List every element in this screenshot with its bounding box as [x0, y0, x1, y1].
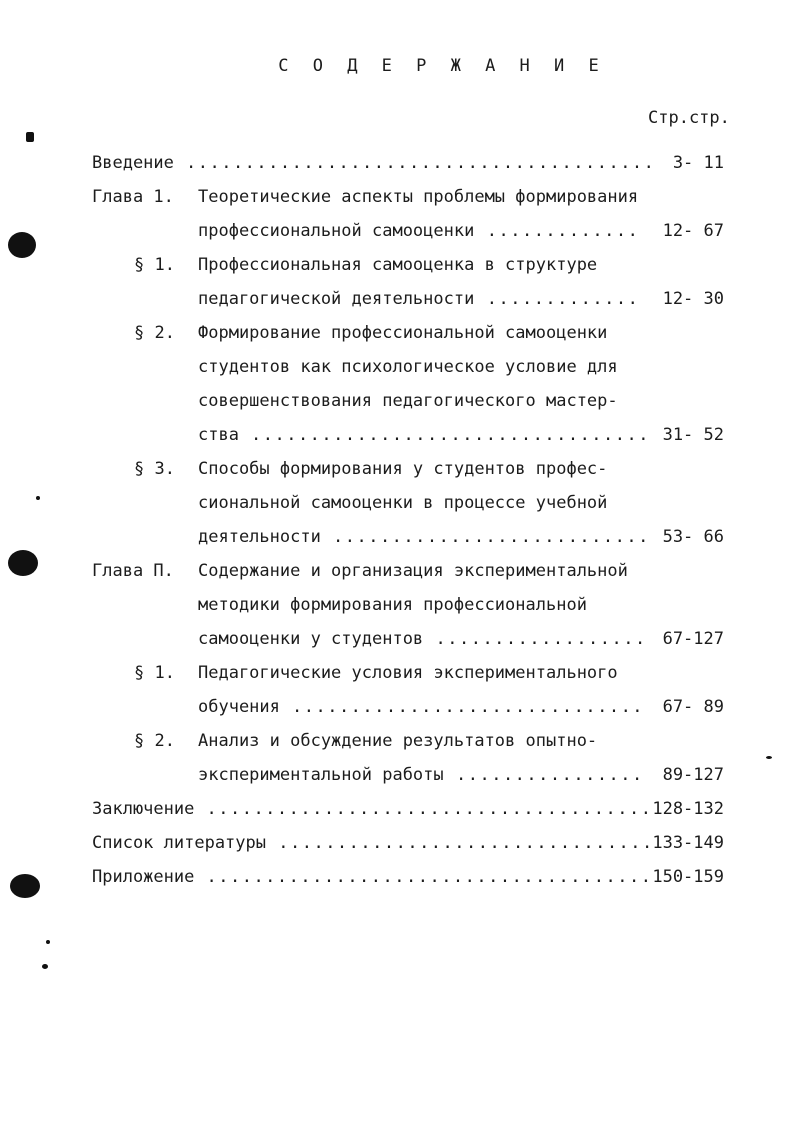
- toc-entry-line: [92, 316, 732, 350]
- dot-leader: ...........................: [333, 527, 650, 547]
- toc-entry-title: ства: [198, 425, 239, 445]
- dot-leader: ..................: [435, 629, 647, 649]
- toc-entry-line: [92, 452, 732, 486]
- toc-entry-line: [92, 690, 732, 724]
- toc-entry-line: [92, 486, 732, 520]
- scan-speck: [36, 496, 40, 500]
- toc-entry-line: [92, 146, 732, 180]
- page-range: 150-159: [652, 867, 724, 887]
- scan-speck: [46, 940, 50, 944]
- toc-entry-line: [92, 554, 732, 588]
- toc-entry-title: Анализ и обсуждение результатов опытно-: [198, 731, 598, 751]
- toc-entry-line: [92, 758, 732, 792]
- dot-leader: ................: [456, 765, 644, 785]
- toc-entry-title: деятельности: [198, 527, 321, 547]
- toc-entry-title: педагогической деятельности: [198, 289, 475, 309]
- section-number: § 2.: [134, 323, 175, 343]
- toc-entry-title: Теоретические аспекты проблемы формирования: [198, 187, 639, 207]
- toc-entry-title: экспериментальной работы: [198, 765, 444, 785]
- section-number: § 1.: [134, 255, 175, 275]
- section-number: § 2.: [134, 731, 175, 751]
- scan-speck: [42, 964, 48, 969]
- page-range: 31- 52: [662, 425, 724, 445]
- table-of-contents: [92, 146, 732, 894]
- punch-hole-mark: [8, 550, 38, 576]
- dot-leader: ..............................: [292, 697, 645, 717]
- toc-entry-title: обучения: [198, 697, 280, 717]
- toc-entry-title: Приложение: [92, 867, 195, 887]
- page-range: 67- 89: [662, 697, 724, 717]
- page-range: 128-132: [652, 799, 724, 819]
- toc-entry-title: методики формирования профессиональной: [198, 595, 587, 615]
- toc-entry-line: [92, 724, 732, 758]
- page-range: 3- 11: [672, 153, 724, 173]
- toc-entry-line: [92, 282, 732, 316]
- section-number: § 3.: [134, 459, 175, 479]
- document-title: С О Д Е Р Ж А Н И Е: [278, 56, 606, 76]
- toc-entry-line: [92, 350, 732, 384]
- toc-entry-title: профессиональной самооценки: [198, 221, 475, 241]
- scan-speck: [766, 756, 772, 759]
- page-range: 133-149: [652, 833, 724, 853]
- dot-leader: ................................: [278, 833, 654, 853]
- page-range: 12- 30: [662, 289, 724, 309]
- toc-entry-line: [92, 418, 732, 452]
- dot-leader: ......................................: [206, 867, 653, 887]
- page-range: 67-127: [662, 629, 724, 649]
- toc-entry-line: [92, 622, 732, 656]
- toc-entry-line: [92, 248, 732, 282]
- toc-entry-title: Способы формирования у студентов профес-: [198, 459, 608, 479]
- dot-leader: ..................................: [251, 425, 650, 445]
- scan-speck: [26, 132, 34, 142]
- toc-entry-title: Введение: [92, 153, 174, 173]
- dot-leader: .............: [486, 289, 640, 309]
- toc-entry-line: [92, 656, 732, 690]
- toc-entry-title: Педагогические условия экспериментального: [198, 663, 618, 683]
- dot-leader: ........................................: [186, 153, 656, 173]
- toc-entry-line: [92, 214, 732, 248]
- toc-entry-title: Формирование профессиональной самооценки: [198, 323, 608, 343]
- toc-entry-title: Содержание и организация экспериментальной: [198, 561, 628, 581]
- toc-entry-line: [92, 384, 732, 418]
- pages-column-header: Стр.стр.: [648, 108, 730, 128]
- punch-hole-mark: [8, 232, 36, 258]
- toc-entry-line: [92, 860, 732, 894]
- toc-entry-title: самооценки у студентов: [198, 629, 424, 649]
- toc-entry-title: Заключение: [92, 799, 195, 819]
- page-range: 89-127: [662, 765, 724, 785]
- dot-leader: .............: [486, 221, 640, 241]
- page-range: 53- 66: [662, 527, 724, 547]
- punch-hole-mark: [10, 874, 40, 898]
- toc-entry-line: [92, 588, 732, 622]
- section-number: § 1.: [134, 663, 175, 683]
- toc-entry-title: студентов как психологическое условие для: [198, 357, 618, 377]
- toc-entry-line: [92, 180, 732, 214]
- toc-entry-title: сиональной самооценки в процессе учебной: [198, 493, 608, 513]
- chapter-number: Глава 1.: [92, 187, 174, 207]
- toc-entry-title: Профессиональная самооценка в структуре: [198, 255, 598, 275]
- toc-entry-title: совершенствования педагогического мастер-: [198, 391, 618, 411]
- toc-entry-line: [92, 520, 732, 554]
- toc-entry-title: Список литературы: [92, 833, 266, 853]
- toc-entry-line: [92, 792, 732, 826]
- dot-leader: ......................................: [206, 799, 653, 819]
- toc-entry-line: [92, 826, 732, 860]
- chapter-number: Глава П.: [92, 561, 174, 581]
- page-range: 12- 67: [662, 221, 724, 241]
